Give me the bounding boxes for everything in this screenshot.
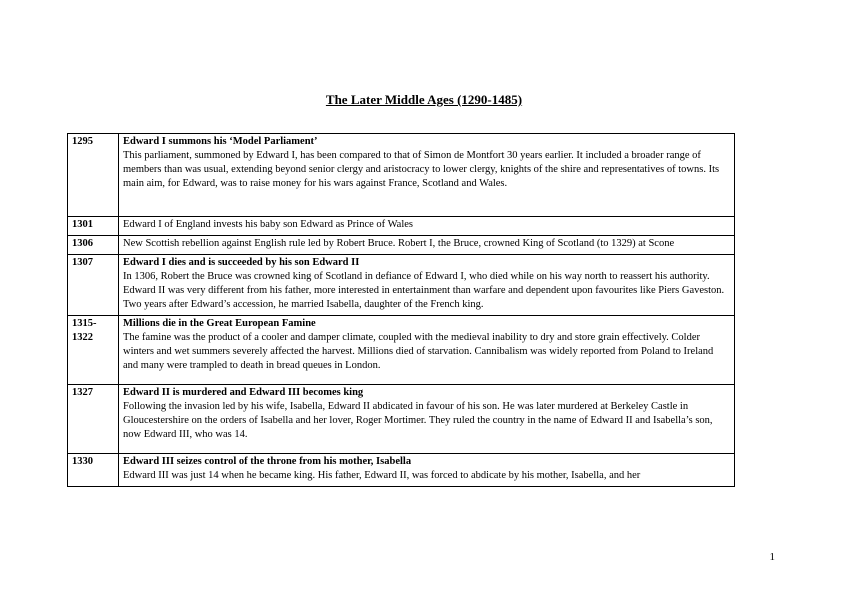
event-cell [119, 316, 735, 385]
year-cell: 1306 [68, 236, 119, 255]
page-title: The Later Middle Ages (1290-1485) [325, 92, 523, 107]
table-row [68, 385, 735, 454]
year-cell: 1315-1322 [68, 316, 119, 385]
table-row [68, 217, 735, 236]
event-text: Edward III was just 14 when he became king. His father, Edward II, was forced to abdicate by his mother, Isabella, and her [123, 470, 641, 481]
event-heading: Edward I dies and is succeeded by his son Edward II [123, 257, 360, 268]
event-text: In 1306, Robert the Bruce was crowned king of Scotland in defiance of Edward I, who died while on his way north to reassert his authority. Edward II was very different from his father, more interested in entertainment than warfare and dependent upon favourites like Piers Gaveston. Two years after Edward’s accession, he married Isabella, daughter of the French king. [123, 271, 725, 310]
event-text: The famine was the product of a cooler and damper climate, coupled with the medieval inability to dry and store grain effectively. Colder winters and wet summers severely affected the harvest. Millions died of starvation. Cannibalism was widely reported from Poland to Ireland and many were trampled to death in bread queues in London. [123, 332, 714, 371]
table-row [68, 255, 735, 316]
event-heading: Millions die in the Great European Famine [123, 318, 316, 329]
table-row [68, 316, 735, 385]
table-row [68, 134, 735, 217]
event-text: This parliament, summoned by Edward I, has been compared to that of Simon de Montfort 30 years earlier. It included a broader range of members than was usual, extending beyond senior clergy and aristocracy to lower clergy, knights of the shire and representatives of towns. Its main aim, for Edward, was to raise money for his wars against France, Scotland and Wales. [123, 150, 720, 189]
event-heading: Edward III seizes control of the throne from his mother, Isabella [123, 456, 412, 467]
event-text: Following the invasion led by his wife, Isabella, Edward II abdicated in favour of his son. He was later murdered at Berkeley Castle in Gloucestershire on the orders of Isabella and her lover, Roger Mortimer. They ruled the country in the name of Edward II and Isabella’s son, now Edward III, who was 14. [123, 401, 713, 440]
event-cell [119, 134, 735, 217]
event-heading: Edward I summons his ‘Model Parliament’ [123, 136, 318, 147]
event-heading: Edward II is murdered and Edward III becomes king [123, 387, 364, 398]
timeline-table [67, 133, 735, 487]
year-cell: 1327 [68, 385, 119, 454]
event-cell [119, 217, 735, 236]
year-cell: 1307 [68, 255, 119, 316]
event-text: New Scottish rebellion against English rule led by Robert Bruce. Robert I, the Bruce, crowned King of Scotland (to 1329) at Scone [123, 238, 675, 249]
year-cell: 1295 [68, 134, 119, 217]
year-cell: 1330 [68, 454, 119, 487]
event-text: Edward I of England invests his baby son Edward as Prince of Wales [123, 219, 413, 230]
event-cell [119, 454, 735, 487]
event-cell [119, 385, 735, 454]
table-row [68, 236, 735, 255]
page-number: 1 [769, 551, 775, 563]
table-row [68, 454, 735, 487]
event-cell [119, 236, 735, 255]
event-cell [119, 255, 735, 316]
year-cell: 1301 [68, 217, 119, 236]
